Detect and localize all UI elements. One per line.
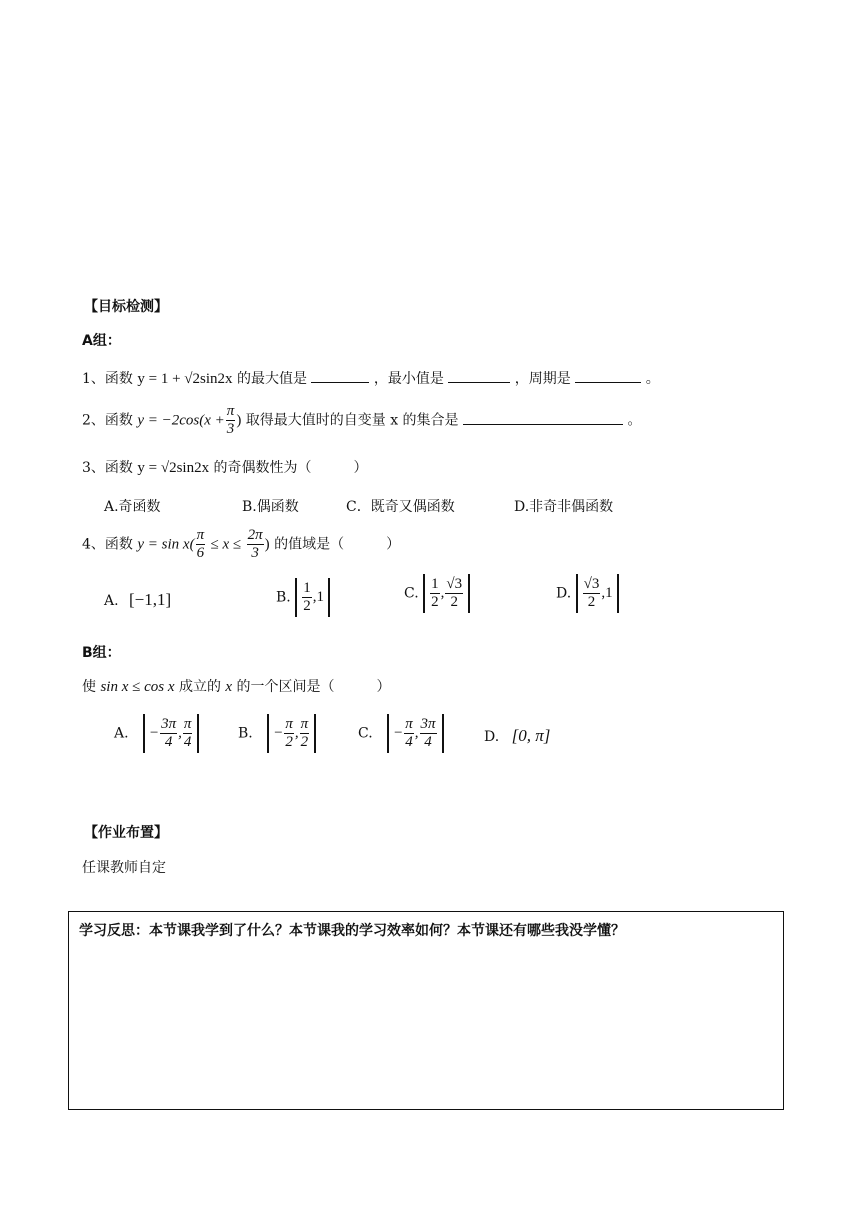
q3-option-a[interactable]: A.奇函数 xyxy=(104,499,161,515)
reflection-prompt: 学习反思：本节课我学到了什么？本节课我的学习效率如何？本节课还有哪些我没学懂？ xyxy=(79,923,625,939)
homework-text: 任课教师自定 xyxy=(82,860,166,876)
section-heading-homework: 【作业布置】 xyxy=(84,825,168,841)
question-2: 2、函数 y = −2cos(x + $\frac{\pi}{3}$ ) 取得最大值时的自变量 x 的集合是 。 xyxy=(82,403,642,437)
q4-option-c[interactable]: C. $\frac{1}{2}$ , $\frac{√3}{2}$ xyxy=(404,574,470,613)
q1-blank-period[interactable] xyxy=(575,370,641,383)
group-a-label: A组： xyxy=(82,333,121,349)
reflection-box[interactable] xyxy=(68,911,784,1110)
qb-option-d[interactable]: D. [0, π] xyxy=(484,726,551,745)
question-1: 1、函数 y = 1 + √2sin2x 的最大值是 ，最小值是 ，周期是 。 xyxy=(82,371,660,387)
q1-blank-max[interactable] xyxy=(311,370,369,383)
section-heading-target-test: 【目标检测】 xyxy=(84,299,168,315)
q4-option-b[interactable]: B. $\frac{1}{2}$ ,1 xyxy=(276,578,330,617)
question-3: 3、函数 y = √2sin2x 的奇偶数性为（ ） xyxy=(82,460,368,476)
question-b1: 使 sin x ≤ cos x 成立的 x 的一个区间是（ ） xyxy=(82,679,391,695)
q3-option-b[interactable]: B.偶函数 xyxy=(242,499,299,515)
q3-formula: y = √2sin2x xyxy=(137,460,210,476)
q3-option-c[interactable]: C．既奇又偶函数 xyxy=(346,499,455,515)
q2-fraction: $\frac{\pi}{3}$ xyxy=(226,403,235,437)
q2-blank-set[interactable] xyxy=(463,412,623,425)
qb-option-b[interactable]: B. − $\frac{\pi}{2}$ , $\frac{\pi}{2}$ xyxy=(238,714,316,753)
group-b-label: B组： xyxy=(82,645,121,661)
q1-blank-min[interactable] xyxy=(448,370,510,383)
q4-option-d[interactable]: D. $\frac{√3}{2}$ ,1 xyxy=(556,574,619,613)
qb-option-a[interactable]: A. − $\frac{3\pi}{4}$ , $\frac{\pi}{4}$ xyxy=(114,714,199,753)
q1-formula: y = 1 + √2sin2x xyxy=(137,371,233,387)
qb-option-c[interactable]: C. − $\frac{\pi}{4}$ , $\frac{3\pi}{4}$ xyxy=(358,714,444,753)
q3-option-d[interactable]: D.非奇非偶函数 xyxy=(514,499,614,515)
question-4: 4、函数 y = sin x( $\frac{\pi}{6}$ ≤ x ≤ $\frac{2\pi}{3}$ ) 的值域是（ ） xyxy=(82,527,401,561)
q4-option-a[interactable]: A. [−1,1] xyxy=(104,590,172,609)
